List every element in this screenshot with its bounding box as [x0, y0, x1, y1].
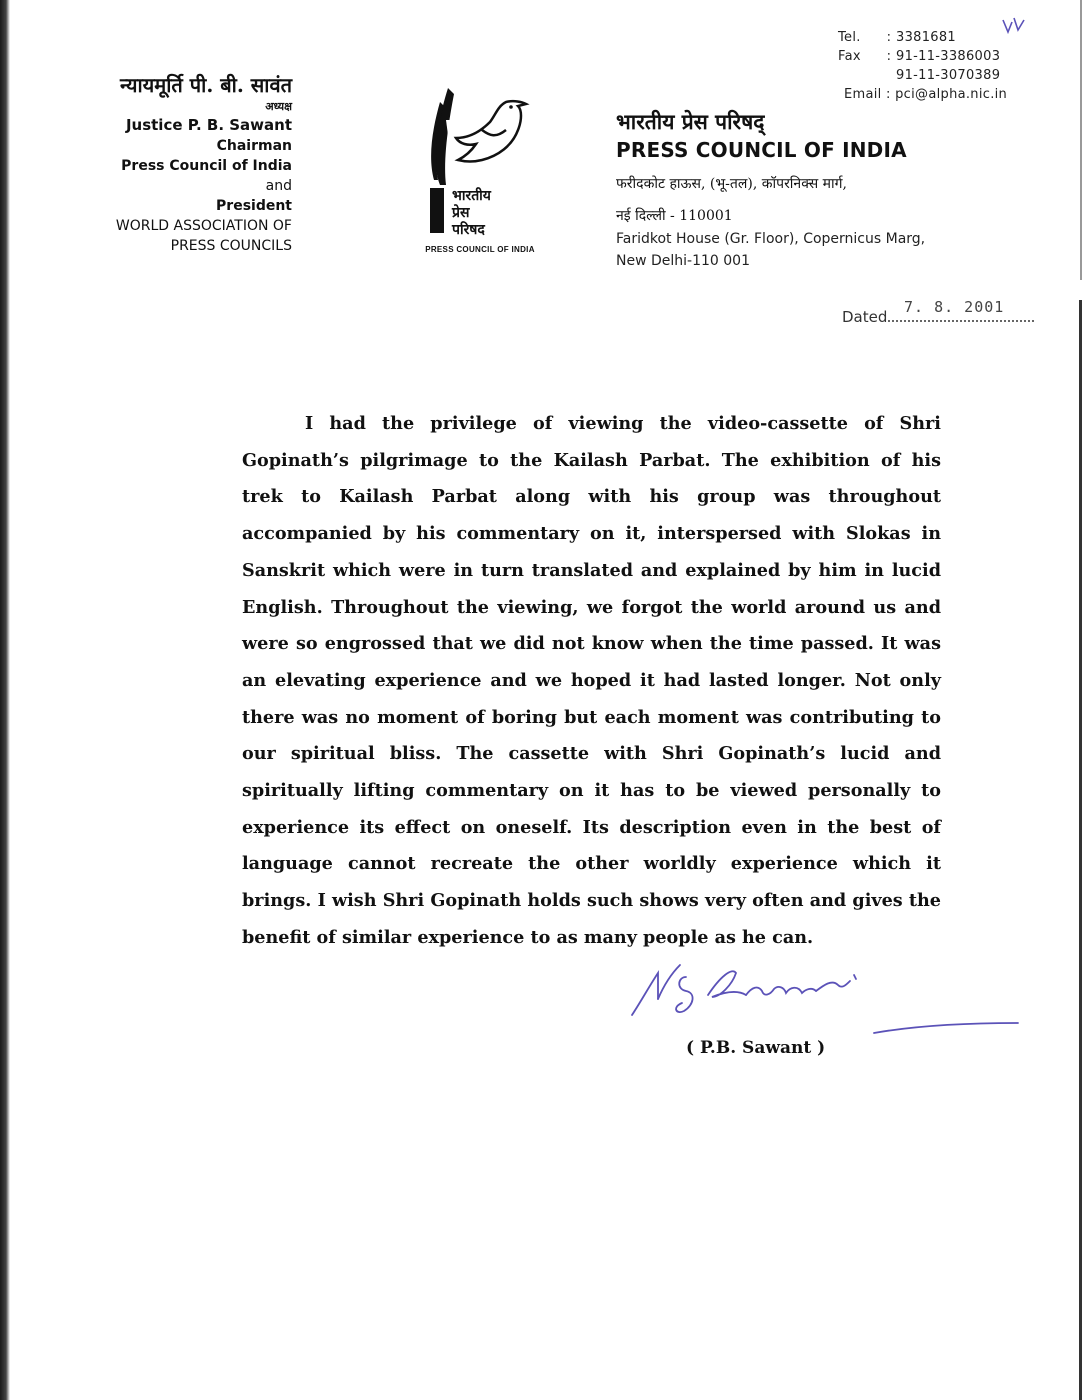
chairman-line: President [216, 198, 292, 214]
chairman-name-hindi: न्यायमूर्ति पी. बी. सावंत [120, 73, 292, 97]
organization-block [616, 108, 1016, 272]
fax-row-2 [838, 66, 1038, 85]
chairman-line: PRESS COUNCILS [170, 238, 292, 254]
address-line: Faridkot House (Gr. Floor), Copernicus Marg, [616, 231, 926, 247]
press-council-logo [410, 80, 550, 260]
signatory-name: ( P.B. Sawant ) [686, 1038, 826, 1058]
logo-hindi-line: प्रेस [452, 205, 470, 221]
logo-hindi-text [452, 188, 522, 239]
email-value: pci@alpha.nic.in [895, 87, 1008, 102]
address-hindi-line: नई दिल्ली - 110001 [616, 208, 733, 224]
address-hindi-line: फरीदकोट हाऊस, (भू-तल), कॉपरनिक्स मार्ग, [616, 176, 847, 192]
org-name: PRESS COUNCIL OF INDIA [616, 138, 907, 162]
fax-value-2: 91-11-3070389 [896, 68, 1001, 83]
letter-body: I had the privilege of viewing the video-cassette of Shri Gopinath’s pilgrimage to the Kailash Parbat. The exhibition of his trek to Kailash Parbat along with his group was throughout accompanied by his commentary on it, interspersed with Slokas in Sanskrit which were in turn translated and explained by him in lucid English. Throughout the viewing, we forgot the world around us and were so engrossed that we did not know when the time passed. It was an elevating experience and we hoped it had lasted longer. Not only there was no moment of boring but each moment was contributing to our spiritual bliss. The cassette with Shri Gopinath’s lucid and spiritually lifting commentary on it has to be viewed personally to experience its effect on oneself. Its description even in the best of language cannot recreate the other worldly experience which it brings. I wish Shri Gopinath holds such shows very often and gives the benefit of similar experience to as many people as he can. [242, 413, 941, 948]
tel-value: 3381681 [896, 30, 956, 45]
fax-label: Fax [838, 49, 861, 64]
logo-caption: PRESS COUNCIL OF INDIA [425, 245, 535, 254]
date-dotted-line [888, 320, 1034, 322]
chairman-name: Justice P. B. Sawant [125, 116, 292, 134]
scan-left-edge [0, 0, 10, 1400]
tel-row [838, 28, 1038, 47]
separator: : [886, 49, 892, 64]
chairman-line: and [265, 178, 292, 194]
chairman-block [60, 72, 292, 256]
chairman-line: Press Council of India [121, 158, 292, 174]
tel-label: Tel. [838, 30, 861, 45]
chairman-line: WORLD ASSOCIATION OF [115, 218, 292, 234]
address-line: New Delhi-110 001 [616, 253, 750, 269]
handwritten-signature [628, 955, 1028, 1045]
org-name-hindi: भारतीय प्रेस परिषद् [616, 109, 765, 134]
separator: : [886, 30, 892, 45]
email-label: Email [844, 87, 882, 102]
fax-value: 91-11-3386003 [896, 49, 1001, 64]
email-row [838, 85, 1038, 104]
date-label: Dated [842, 308, 888, 326]
logo-hindi-line: परिषद [452, 222, 485, 238]
separator: : [881, 87, 896, 102]
contact-block [838, 28, 1038, 104]
date-value: 7. 8. 2001 [904, 298, 1005, 316]
fax-row [838, 47, 1038, 66]
logo-hindi-line: भारतीय [452, 188, 491, 204]
chairman-title-hindi: अध्यक्ष [265, 100, 292, 113]
chairman-line: Chairman [216, 138, 292, 154]
